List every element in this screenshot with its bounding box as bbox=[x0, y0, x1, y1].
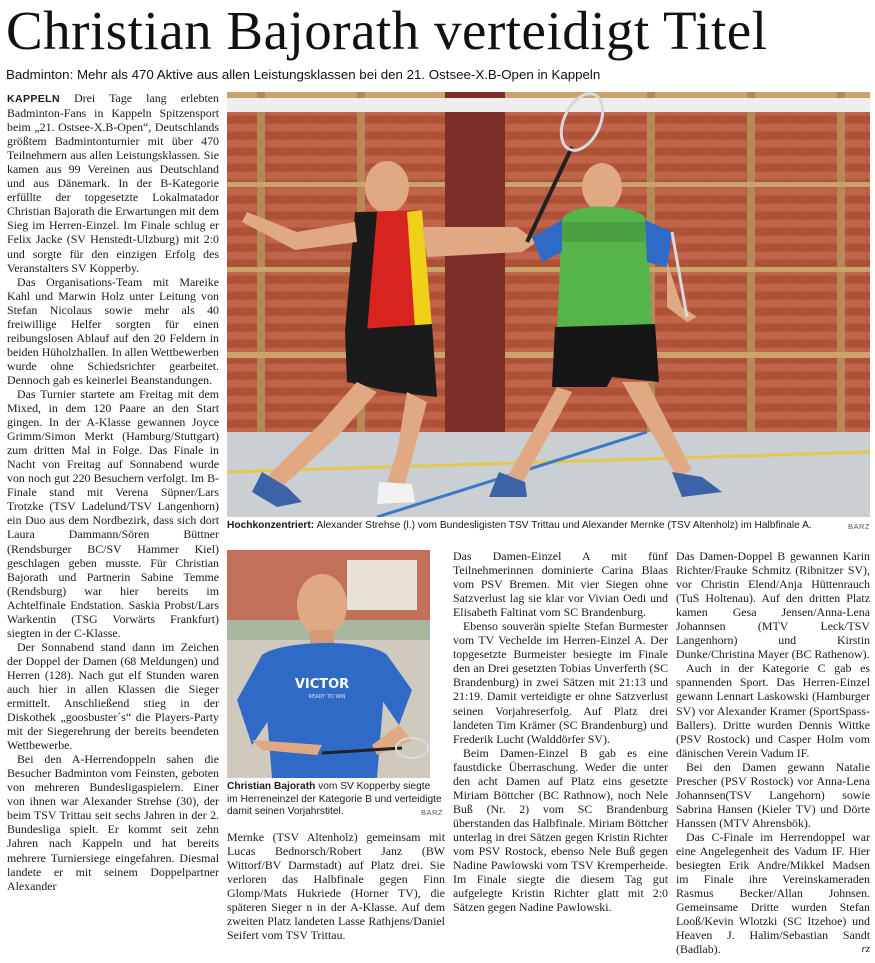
paragraph: Bei den Damen gewann Natalie Prescher (PSV Rostock) vor Anna-Lena Johannsen(TSV Langehorn) sowie Sabrina Hansen (Kieler TV) und Dörte Hanssen (MTV Ahrensbök). bbox=[676, 759, 870, 830]
article-column-3 bbox=[453, 549, 668, 955]
paragraph: Mernke (TSV Altenholz) gemeinsam mit Lucas Bednorsch/Robert Janz (BW Wittorf/BV Darmstadt) auf Platz drei. Sie verloren das Halbfinale gegen Finn Glomp/Mats Hukriede (Horner TV), die späteren Sieger n in der A-Klasse. Auf dem zweiten Platz landeten Lasse Rathjens/Daniel Seifert vom TSV Trittau. bbox=[227, 830, 445, 943]
portrait-illustration bbox=[227, 550, 430, 778]
caption-text: Alexander Strehse (l.) vom Bundesligisten TSV Trittau und Alexander Mernke (TSV Altenholz) im Halbfinale A. bbox=[314, 520, 812, 531]
author-signoff: rz bbox=[861, 943, 870, 956]
paragraph: KAPPELN Drei Tage lang erlebten Badminton-Fans in Kappeln Spitzensport beim „21. Ostsee-X.B-Open“, Deutschlands größtem Badmintonturnier mit über 470 Teilnehmern aus allen Leistungsklassen. Sie kamen aus 99 Vereinen aus Deutschland und aus Dänemark. In der B-Kategorie erfüllte der topgesetzte Lokalmatador Christian Bajorath die Erwartungen mit dem Sieg im Herren-Einzel. Im Finale schlug er Felix Jacke (SV Henstedt-Ulzburg) mit 2:0 und sorgte für den einzigen Erfolg des Veranstalters SV Kopperby. bbox=[7, 91, 219, 275]
caption-lead: Christian Bajorath bbox=[227, 781, 316, 792]
dateline: KAPPELN bbox=[7, 93, 60, 105]
portrait-photo-caption bbox=[227, 781, 443, 820]
main-photo-caption bbox=[227, 520, 870, 533]
paragraph: Das Turnier startete am Freitag mit dem Mixed, in dem 120 Paare an den Start gingen. In der A-Klasse gewannen Joyce Grimm/Simon Merkt (Hamburg/Stuttgart) zum dritten Mal in Folge. Das Finale in Nacht von Freitag auf Sonnabend wurde von noch gut 220 Besuchern verfolgt. Im B-Finale stand mit Verena Süpner/Lars Trotzke (TSV Ladelund/TSV Langenhorn) ein Duo aus dem Nordbezirk, dass sich dort Laura Dammann/Sören Büttner (Rendsburger BC/SV Hammer Kiel) geschlagen geben musste. Für Christian Bajorath und Partnerin Sabine Temme (Rendsburg) war hier bereits im Achtelfinale Endstation. Saskia Probst/Lars Warkentin (TSG Vorwärts Frankfurt) siegten in der C-Klasse. bbox=[7, 386, 219, 640]
caption-text: vom SV Kopperby siegte im Herreneinzel der Kategorie B und verteidigte damit seinen Vorjahrstitel. bbox=[227, 781, 442, 818]
paragraph: Das Damen-Einzel A mit fünf Teilnehmerinnen dominierte Carina Blaas vom PSV Bremen. Mit vier Siegen ohne Satzverlust lag sie klar vor Vivian Oedi und Elisabeth Faltinat vom SC Brandenburg. bbox=[453, 549, 668, 620]
photo-credit: BARZ bbox=[847, 522, 870, 531]
portrait-photo-christian-bajorath bbox=[227, 550, 430, 778]
paragraph: Das C-Finale im Herrendoppel war eine Angelegenheit des Vadum IF. Hier besiegten Erik Andre/Mikkel Madsen im Finale ihre Vereinskameraden Rasmus Becker/Allan Johnsen. Gemeinsame Dritte wurden Stefan Looß/Kevin Wlotzki (SC Itzehoe) und Heaven J. Halim/Sebastian Sandt (Badlab). rz bbox=[676, 829, 870, 957]
subheadline: Badminton: Mehr als 470 Aktive aus allen Leistungsklassen bei den 21. Ostsee-X.B-Open in Kappeln bbox=[6, 67, 601, 82]
shirt-tagline: READY TO WIN bbox=[308, 694, 346, 700]
paragraph: Der Sonnabend stand dann im Zeichen der Doppel der Damen (68 Meldungen) und Herren (128). Nach gut elf Stunden waren auch hier in allen Klassen die Sieger ermittelt. Anschließend stieg in der Diskothek „goosbuster´s“ die Players-Party mit der Siegerehrung der bereits beendeten Wettbewerbe. bbox=[7, 639, 219, 753]
shirt-logo: VICTOR bbox=[294, 677, 350, 692]
article-column-2 bbox=[227, 830, 445, 956]
article-column-4 bbox=[676, 549, 870, 955]
paragraph: Das Organisations-Team mit Mareike Kahl und Marwin Holz unter Leitung von Stefan Nicolaus sowie mehr als 40 freiwillige Helfer sorgten für einen reibungslosen Ablauf auf den 20 Feldern in beiden Hüholzhallen. In allen Wettbewerben wurde ohne Schiedsrichter gearbeitet. Dennoch gab es keinerlei Beanstandungen. bbox=[7, 274, 219, 387]
paragraph: Beim Damen-Einzel B gab es eine faustdicke Überraschung. Weder die unter den acht Damen auf Platz eins gesetzte Miriam Böttcher (BC Rathnow), noch Nele Buß (Nr. 2) vom SC Brandenburg überstanden das Halbfinale. Miriam Böttcher unterlag in drei Sätzen gegen Kristin Richter vom PSV Rostock, ebenso Nele Buß gegen Nadine Pawlowski vom TSV Kremperheide. Im Finale siegte die diesem Tag gut aufgelegte Kristin Richter glatt mit 2:0 Sätzen gegen Nadine Pawlowski. bbox=[453, 745, 668, 915]
paragraph: Bei den A-Herrendoppeln sahen die Besucher Badminton vom Feinsten, geboten von mehreren Bundesligaspielern. Einer von ihnen war Alexander Strehse (30), der beim TSV Trittau seit sechs Jahren in der 2. Bundesliga spielt. Er kommt seit zehn Jahren nach Kappeln und hat bereits mehrere Turniersiege eingefahren. Diesmal landete er mit seinem Doppelpartner Alexander bbox=[7, 752, 219, 893]
caption-lead: Hochkonzentriert: bbox=[227, 520, 315, 531]
paragraph: Auch in der Kategorie C gab es spannenden Sport. Das Herren-Einzel gewann Lennart Laskowski (Hamburger SV) vor Alexander Kramer (SportSpass-Ballers). Dritte wurden Dennis Wittke (PSV Rostock) und Casper Holm vom dänischen Verein Vadum IF. bbox=[676, 661, 870, 760]
paragraph: Ebenso souverän spielte Stefan Burmester vom TV Vechelde im Herren-Einzel A. Der topgesetzte Burmeister besiegte im Finale den an Drei gesetzten Tobias Unverferth (SC Brandenburg) in zwei Sätzen mit 21:13 und 21:19. Damit verteidigte er ohne Satzverlust seinen Vorjahreserfolg. Auf Platz drei landeten Tim Krämer (SC Brandenburg) und Frederik Lucht (Walddörfer SV). bbox=[453, 619, 668, 746]
badminton-players-illustration bbox=[227, 92, 870, 517]
article-column-1 bbox=[7, 91, 219, 957]
paragraph: Das Damen-Doppel B gewannen Karin Richter/Frauke Schmitz (Ribnitzer SV), vor Christin Elend/Anja Hüttenrauch (TuS Holtenau). Auf den dritten Platz kamen Gesa Jensen/Anna-Lena Johannsen (MTV Leck/TSV Langenhorn) und Kirstin Dunke/Christina Mayer (BC Rathenow). bbox=[676, 549, 870, 662]
main-photo-badminton-match bbox=[227, 92, 870, 517]
headline: Christian Bajorath verteidigt Titel bbox=[6, 0, 768, 61]
photo-credit: BARZ bbox=[420, 808, 443, 818]
